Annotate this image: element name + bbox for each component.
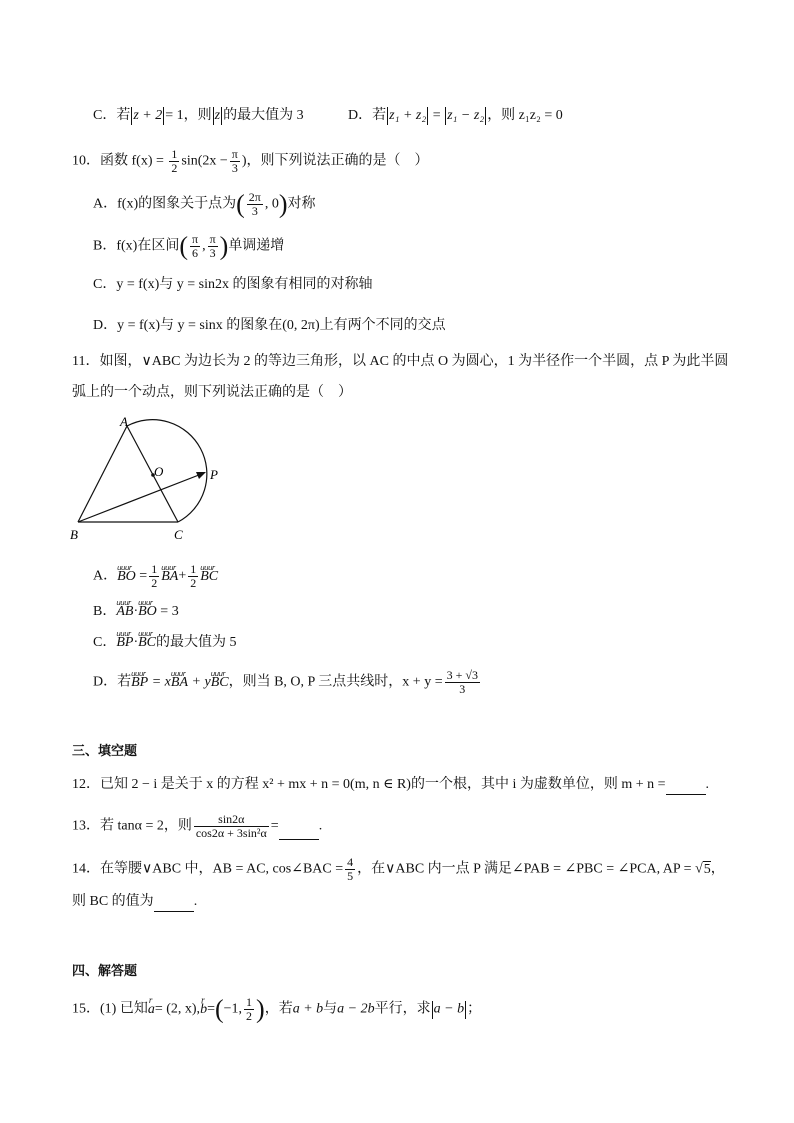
q11-a-n2: 1 <box>190 562 197 576</box>
q9-option-d <box>348 106 563 126</box>
label-c: C <box>174 527 183 542</box>
q10-b-text2: 单调递增 <box>228 238 285 254</box>
q13-frac <box>194 813 269 840</box>
q11-figure <box>70 415 230 545</box>
q11-a-frac2 <box>188 563 198 590</box>
q10-a-label: A． <box>93 196 118 212</box>
label-a: A <box>120 415 128 429</box>
q14-prefix: 14．在等腰∨ABC 中，AB = AC, cos∠BAC = <box>72 861 344 877</box>
q11-c-label: C． <box>93 635 117 650</box>
q10-b-text1: f(x)在区间 <box>116 238 180 254</box>
q11-b-v1: uuur AB <box>116 602 133 622</box>
q11-a-d2: 2 <box>190 576 197 590</box>
q15-vec-b: r b <box>200 1000 207 1020</box>
q9-d-end: ，则 z₁z₂ = 0 <box>487 108 563 123</box>
q15-parallel: 平行，求 <box>374 1001 431 1017</box>
q11-b-dot: · <box>133 604 139 619</box>
q11-d-v2: uuur BA <box>171 673 188 693</box>
q11-d-v3: uuur BC <box>211 673 229 693</box>
q15-abs: a − b <box>433 1001 465 1017</box>
q15-b-den: 2 <box>246 1009 253 1023</box>
q9-d-expr2: z₁ − z₂ <box>447 108 485 123</box>
q10-b-den2: 3 <box>209 246 216 260</box>
q15-prefix: 15．(1) 已知 <box>72 1001 148 1017</box>
q10-a-frac <box>247 191 263 218</box>
q10-a-text2: 对称 <box>287 196 316 212</box>
q13-suffix: = <box>270 818 279 834</box>
q11-d-v1: uuur BP <box>131 673 148 693</box>
q15-vec-a: r a <box>148 1000 155 1020</box>
q11-a-frac1 <box>149 563 159 590</box>
q10-a-text1: f(x)的图象关于点为 <box>117 196 237 212</box>
q11-d-mid1: = x <box>151 674 171 690</box>
q11-d-text: ，则当 B, O, P 三点共线时，x + y = <box>228 674 443 690</box>
q9-option-c <box>93 106 304 126</box>
q11-d-frac <box>445 669 480 696</box>
q14-line2 <box>72 892 197 912</box>
q9-c-z: z <box>214 108 221 123</box>
q10-option-d <box>93 316 446 336</box>
section-answer-title: 四、解答题 <box>72 964 138 979</box>
q15-b-frac <box>244 996 254 1023</box>
q13-num: sin2α <box>194 813 269 827</box>
q13-den: cos2α + 3sin²α <box>195 826 267 840</box>
q14-sqrt: 5 <box>703 861 711 877</box>
q14-tail: ， <box>710 861 725 877</box>
q14-line2-text: 则 BC 的值为 <box>72 894 154 909</box>
q11-a-v1: uuur BA <box>161 567 178 587</box>
q11-a-v2: uuur BC <box>200 567 218 587</box>
q9-c-expr: z + 2 <box>133 108 163 123</box>
q10-option-a: A．f(x)的图象关于点为( $\frac{2\pi}{3}$ , 0)对称 <box>93 189 316 219</box>
q11-a-lhs: uuur BO <box>117 567 136 587</box>
q11-b-v2: uuur BO <box>138 602 157 622</box>
q10-a-den: 3 <box>251 204 258 218</box>
q10-option-b: B．f(x)在区间( $\frac{\pi}{6}$ , $\frac{\pi}{3}$ )单调递增 <box>93 231 285 261</box>
q10-b-num1: π <box>192 232 199 246</box>
q14-frac <box>345 856 355 883</box>
q10-suffix: ，则下列说法正确的是（ ） <box>246 153 429 169</box>
q10-pi-den: 3 <box>231 161 238 175</box>
q11-d-den: 3 <box>459 682 466 696</box>
q15-diff: a − 2b <box>337 1001 375 1017</box>
q11-d-num: 3 + √3 <box>446 668 478 682</box>
q11-c-v1: uuur BP <box>116 633 133 653</box>
q10-pi-num: π <box>231 147 238 161</box>
q10-close: ) <box>241 153 247 169</box>
q9-c-end: 的最大值为 3 <box>223 108 304 123</box>
vector-bp <box>78 473 204 522</box>
q10-sin: sin(2x − <box>181 153 228 169</box>
q13-prefix: 13．若 tanα = 2，则 <box>72 818 192 834</box>
q15-b-eq: = <box>207 1001 215 1017</box>
q9-c-label: C．若 <box>93 108 131 123</box>
q10-fraction <box>169 148 179 175</box>
q9-c-mid: = 1，则 <box>165 108 212 123</box>
q15-end: ； <box>467 1001 482 1017</box>
q15-sum: a + b <box>292 1001 324 1017</box>
q11-a-eq: = <box>139 568 148 584</box>
q14-num: 4 <box>347 855 354 869</box>
q11-stem-line2: 弧上的一个动点，则下列说法正确的是（ ） <box>72 385 352 400</box>
label-p: P <box>210 467 218 482</box>
arrow-head <box>196 472 206 479</box>
q13 <box>72 813 322 840</box>
q10-b-num2: π <box>209 232 216 246</box>
q11-d-mid2: + y <box>191 674 211 690</box>
q11-a-label: A． <box>93 568 118 584</box>
q13-end: . <box>318 818 323 834</box>
q15-a-val: = (2, x), <box>154 1001 201 1017</box>
q10-b-den1: 6 <box>192 246 199 260</box>
q10-a-tail: , 0 <box>264 196 279 212</box>
q15: 15．(1) 已知r a= (2, x),r b=(−1, $\frac{1}{2}$ )，若a + b与a − 2b平行，求 a − b ； <box>72 996 481 1023</box>
q10-a-num: 2π <box>248 190 261 204</box>
q11-option-d <box>93 669 482 696</box>
q10-d-text: y = f(x)与 y = sinx 的图象在(0, 2π)上有两个不同的交点 <box>117 318 446 333</box>
q11-option-a <box>93 563 218 590</box>
q11-b-label: B． <box>93 604 117 619</box>
q15-b-num: 1 <box>246 995 253 1009</box>
q10-b-frac1 <box>190 233 200 260</box>
q12-text: 12．已知 2 − i 是关于 x 的方程 x² + mx + n = 0(m, n ∈ R)的一个根，其中 i 为虚数单位，则 m + n = <box>72 777 666 792</box>
edge-ab <box>78 426 127 522</box>
q10-c-label: C． <box>93 277 117 292</box>
section-fill-in-title: 三、填空题 <box>72 744 138 759</box>
label-o: O <box>154 464 164 479</box>
label-b: B <box>70 527 78 542</box>
q12-blank[interactable] <box>666 780 706 795</box>
q10-d-label: D． <box>93 318 118 333</box>
q12-end: . <box>705 777 710 792</box>
q9-d-expr1: z₁ + z₂ <box>389 108 427 123</box>
q10-b-frac2 <box>208 233 218 260</box>
q11-a-plus: + <box>178 568 187 584</box>
q11-b-tail: = 3 <box>160 604 179 619</box>
q11-option-c <box>93 633 237 653</box>
q15-mid: ，若 <box>264 1001 293 1017</box>
q15-b-head: −1, <box>223 1001 243 1017</box>
q11-c-v2: uuur BC <box>138 633 156 653</box>
q10-stem <box>72 148 429 175</box>
q10-frac-num: 1 <box>171 147 178 161</box>
q11-c-dot: · <box>133 635 139 650</box>
semicircle-arc <box>127 420 207 522</box>
q14-blank[interactable] <box>154 897 194 912</box>
q10-option-c <box>93 275 372 295</box>
q14-den: 5 <box>347 869 354 883</box>
q13-blank[interactable] <box>279 825 319 840</box>
q15-with: 与 <box>323 1001 338 1017</box>
q10-c-text: y = f(x)与 y = sin2x 的图象有相同的对称轴 <box>116 277 373 292</box>
q11-c-tail: 的最大值为 5 <box>156 635 237 650</box>
q11-d-label: D．若 <box>93 674 132 690</box>
q10-b-label: B． <box>93 238 117 254</box>
q9-d-eq: = <box>432 108 441 123</box>
q9-d-label: D．若 <box>348 108 387 123</box>
q12 <box>72 775 709 795</box>
q11-stem-line1: 11．如图，∨ABC 为边长为 2 的等边三角形，以 AC 的中点 O 为圆心，1 为半径作一个半圆，点 P 为此半圆 <box>72 354 729 369</box>
q10-pi-fraction <box>230 148 240 175</box>
q14-suffix: ，在∨ABC 内一点 P 满足∠PAB = ∠PBC = ∠PCA, AP = <box>357 861 696 877</box>
q11-a-n1: 1 <box>151 562 158 576</box>
q14-line1: 14．在等腰∨ABC 中，AB = AC, cos∠BAC = $\frac{4}{5}$ ，在∨ABC 内一点 P 满足∠PAB = ∠PBC = ∠PCA, AP = √5， <box>72 855 725 883</box>
q11-option-b <box>93 602 179 622</box>
q14-end: . <box>193 894 198 909</box>
q10-prefix: 10．函数 f(x) = <box>72 153 164 169</box>
q10-frac-den: 2 <box>171 161 178 175</box>
q11-a-d1: 2 <box>151 576 158 590</box>
